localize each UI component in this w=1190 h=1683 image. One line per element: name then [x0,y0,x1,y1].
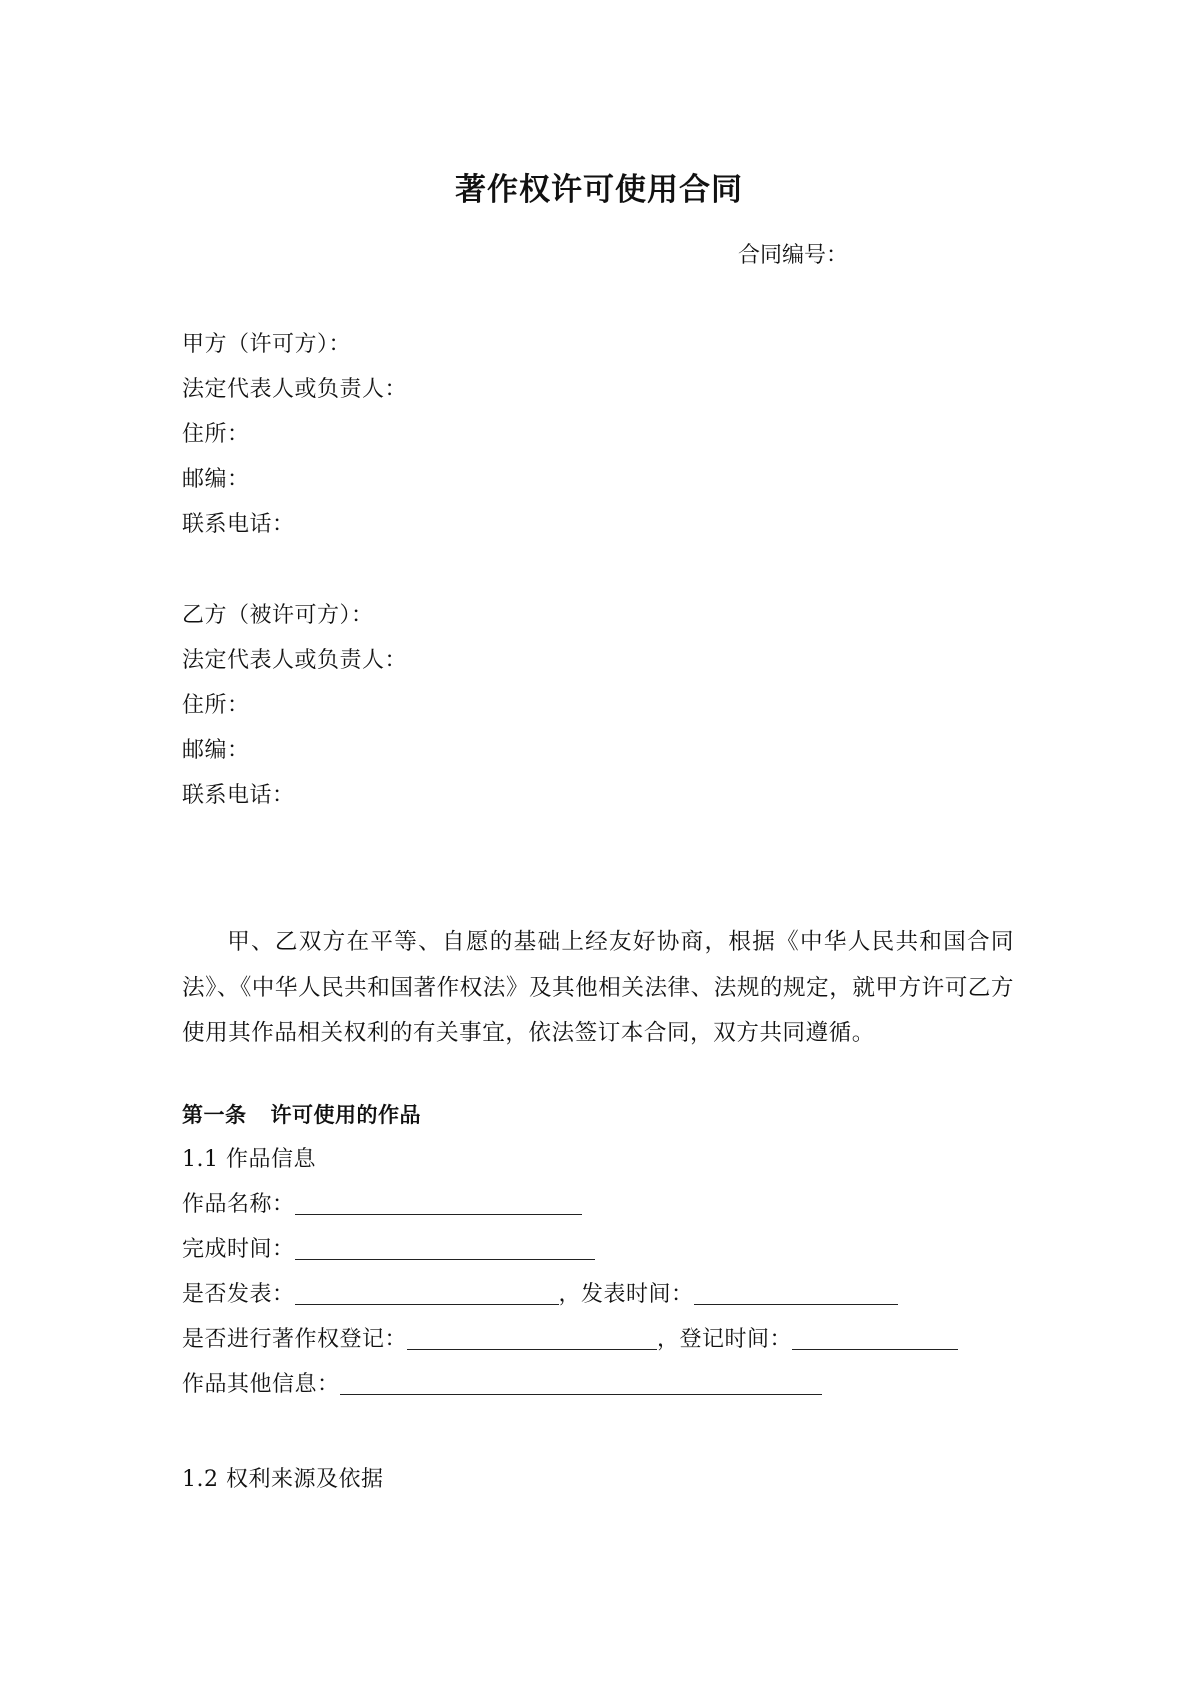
preamble-paragraph: 甲、乙双方在平等、自愿的基础上经友好协商，根据《中华人民共和国合同法》、《中华人民共和国著作权法》及其他相关法律、法规的规定，就甲方许可乙方使用其作品相关权利的有关事宜，依法签订本合同，双方共同遵循。 [182,929,1014,1046]
party-b-heading: 乙方（被许可方）： [182,603,374,628]
other-info-field[interactable] [340,1374,822,1395]
registered-field[interactable] [407,1329,657,1350]
section-1-2-label: 1.2 权利来源及依据 [182,1467,384,1492]
party-b-phone-label: 联系电话： [182,783,295,808]
party-a-postcode-label: 邮编： [182,467,250,492]
completion-time-label: 完成时间： [182,1237,295,1262]
document-title: 著作权许可使用合同 [455,172,743,208]
work-name-field[interactable] [295,1194,582,1215]
article-1-title: 许可使用的作品 [270,1103,421,1127]
registration-time-field[interactable] [792,1329,958,1350]
party-b-address-label: 住所： [182,693,250,718]
other-info-input[interactable] [340,1377,822,1397]
published-row [182,1282,898,1308]
work-name-label: 作品名称： [182,1192,295,1217]
published-label: 是否发表： [182,1282,295,1307]
publish-time-field[interactable] [694,1284,898,1305]
article-1-number: 第一条 [182,1103,247,1127]
completion-time-field[interactable] [295,1239,595,1260]
publish-time-label: ，发表时间： [558,1282,694,1307]
section-1-1-label: 1.1 作品信息 [182,1147,316,1172]
party-a-legal-rep-label: 法定代表人或负责人： [182,377,408,402]
other-info-row [182,1372,822,1398]
party-a-heading: 甲方（许可方）： [182,332,352,357]
completion-time-input[interactable] [295,1242,595,1262]
party-b-legal-rep-label: 法定代表人或负责人： [182,648,408,673]
published-input[interactable] [295,1287,559,1307]
party-a-phone-label: 联系电话： [182,512,295,537]
published-field[interactable] [295,1284,559,1305]
registration-row [182,1327,958,1353]
completion-time-row [182,1237,595,1263]
registration-time-input[interactable] [792,1332,958,1352]
registration-time-label: ，登记时间： [657,1327,793,1352]
party-a-address-label: 住所： [182,422,250,447]
registered-input[interactable] [407,1332,657,1352]
other-info-label: 作品其他信息： [182,1372,340,1397]
work-name-row [182,1192,582,1218]
contract-number-label: 合同编号： [738,243,849,268]
article-1-heading [182,1102,421,1128]
publish-time-input[interactable] [694,1287,898,1307]
registered-label: 是否进行著作权登记： [182,1327,408,1352]
party-b-postcode-label: 邮编： [182,738,250,763]
work-name-input[interactable] [295,1197,582,1217]
